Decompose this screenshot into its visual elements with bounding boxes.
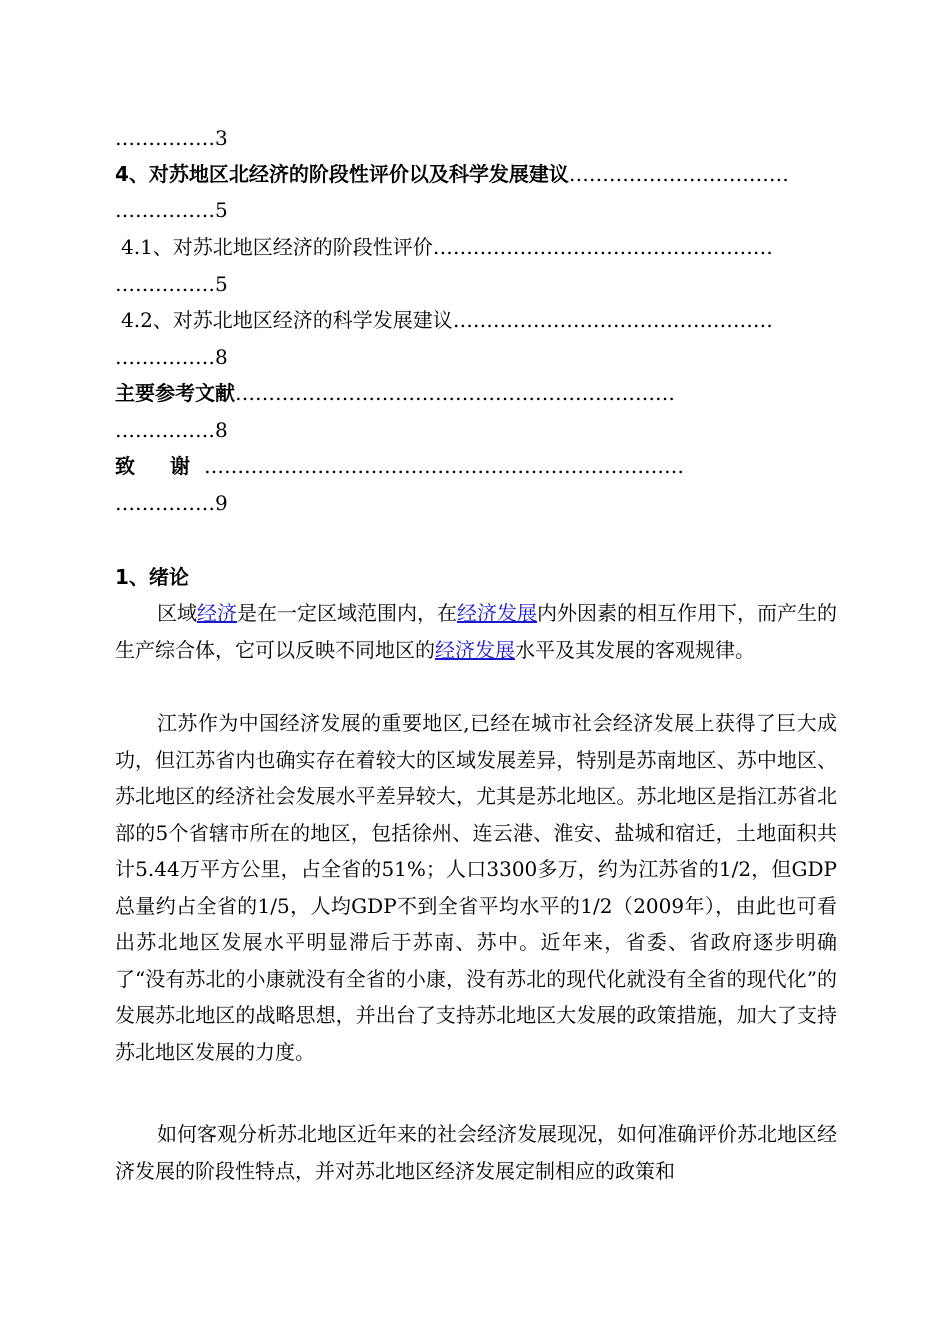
link-economy[interactable]: 经济 — [197, 601, 237, 625]
paragraph-text: 内外因素的相互作用下，而产生的生产综合体，它可以反映不同地区的 — [115, 601, 837, 662]
toc-thanks-leader: ……………………………………………………………… — [203, 454, 684, 478]
toc-item-4-1[interactable] — [121, 229, 841, 265]
link-economic-development[interactable]: 经济发展 — [457, 601, 537, 625]
toc-item-4-1-label: 4.1、对苏北地区经济的阶段性评价 — [121, 235, 433, 259]
toc-item-4-page: ……………5 — [115, 198, 228, 222]
toc-references-page: ……………8 — [115, 418, 228, 442]
toc-item-4-leader: …………………………… — [568, 162, 789, 186]
link-economic-development[interactable]: 经济发展 — [435, 637, 515, 662]
toc-thanks-label: 致 谢 — [115, 454, 204, 478]
paragraph-question: 如何客观分析苏北地区近年来的社会经济发展现况，如何准确评价苏北地区经济发展的阶段性特点，并对苏北地区经济发展定制相应的政策和 — [115, 1122, 837, 1183]
toc-item-4-2[interactable] — [121, 302, 841, 338]
toc-item-4[interactable] — [115, 156, 835, 192]
toc-item-thanks[interactable] — [115, 448, 835, 484]
toc-continuation-page: ……………3 — [115, 126, 228, 150]
toc-item-4-2-label: 4.2、对苏北地区经济的科学发展建议 — [121, 308, 453, 332]
toc-item-4-2-leader: ………………………………………… — [452, 308, 773, 332]
toc-item-references[interactable] — [115, 375, 835, 411]
toc-item-4-2-page: ……………8 — [115, 345, 228, 369]
toc-item-4-1-leader: …………………………………………… — [432, 235, 773, 259]
toc-references-leader: ………………………………………………………… — [235, 381, 675, 405]
toc-thanks-page: ……………9 — [115, 491, 228, 515]
toc-references-label: 主要参考文献 — [115, 381, 235, 405]
toc-item-4-label: 4、对苏地区北经济的阶段性评价以及科学发展建议 — [115, 162, 569, 186]
section-heading: 1、绪论 — [115, 565, 189, 589]
paragraph-text: 是在一定区域范围内，在 — [237, 601, 457, 625]
paragraph-intro — [115, 595, 837, 668]
paragraph-jiangsu: 江苏作为中国经济发展的重要地区,已经在城市社会经济发展上获得了巨大成功，但江苏省内也确实存在着较大的区域发展差异，特别是苏南地区、苏中地区、苏北地区的经济社会发展水平差异较大，尤其是苏北地区。苏北地区是指江苏省北部的5个省辖市所在的地区，包括徐州、连云港、淮安、盐城和宿迁，土地面积共计5.44万平方公里，占全省的51%；人口3300多万，约为江苏省的1/2，但GDP总量约占全省的1/5，人均GDP不到全省平均水平的1/2（2009年），由此也可看出苏北地区发展水平明显滞后于苏南、苏中。近年来，省委、省政府逐步明确了“没有苏北的小康就没有全省的小康，没有苏北的现代化就没有全省的现代化”的发展苏北地区的战略思想，并出台了支持苏北地区大发展的政策措施，加大了支持苏北地区发展的力度。 — [115, 711, 837, 1064]
toc-item-4-1-page: ……………5 — [115, 272, 228, 296]
paragraph-text: 水平及其发展的客观规律。 — [515, 637, 755, 662]
paragraph-text: 区域 — [157, 601, 197, 625]
